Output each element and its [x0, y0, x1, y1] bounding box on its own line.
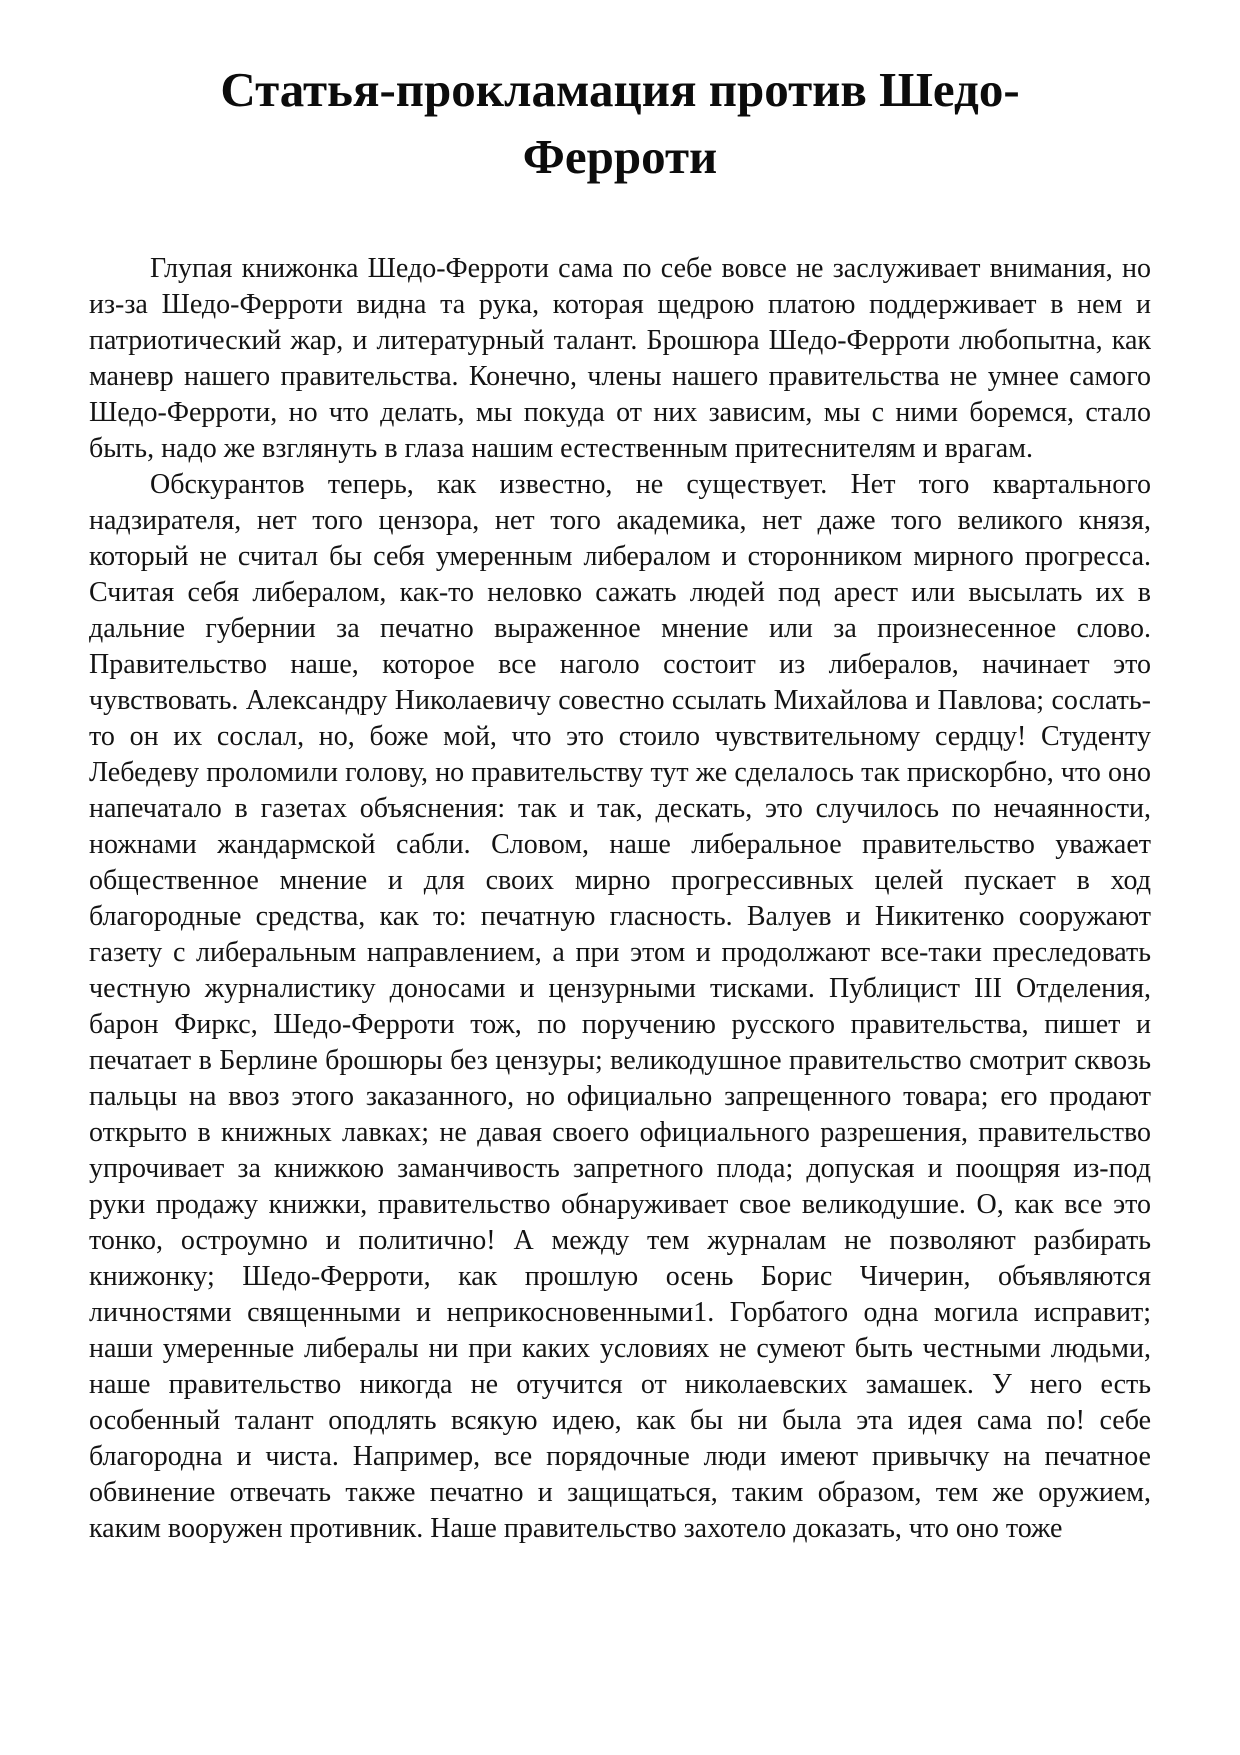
title-line-1: Статья-прокламация против Шедо-	[220, 62, 1020, 117]
paragraph-1: Глупая книжонка Шедо-Ферроти сама по себе вовсе не заслуживает внимания, но из-за Шедо-Ферроти видна та рука, которая щедрою платою поддерживает в нем и патриотический жар, и литературный талант. Брошюра Шедо-Ферроти любопытна, как маневр нашего правительства. Конечно, члены нашего правительства не умнее самого Шедо-Ферроти, но что делать, мы покуда от них зависим, мы с ними боремся, стало быть, надо же взглянуть в глаза нашим естественным притеснителям и врагам.	[89, 253, 1151, 464]
paragraph-2: Обскурантов теперь, как известно, не существует. Нет того квартального надзирателя, нет того цензора, нет того академика, нет даже того великого князя, который не считал бы себя умеренным либералом и сторонником мирного прогресса. Считая себя либералом, как-то неловко сажать людей под арест или высылать их в дальние губернии за печатно выраженное мнение или за произнесенное слово. Правительство наше, которое все наголо состоит из либералов, начинает это чувствовать. Александру Николаевичу совестно ссылать Михайлова и Павлова; сослать-то он их сослал, но, боже мой, что это стоило чувствительному сердцу! Студенту Лебедеву проломили голову, но правительству тут же сделалось так прискорбно, что оно напечатало в газетах объяснения: так и так, дескать, это случилось по нечаянности, ножнами жандармской сабли. Словом, наше либеральное правительство уважает общественное мнение и для своих мирно прогрессивных целей пускает в ход благородные средства, как то: печатную гласность. Валуев и Никитенко сооружают газету с либеральным направлением, а при этом и продолжают все-таки преследовать честную журналистику доносами и цензурными тисками. Публицист III Отделения, барон Фиркс, Шедо-Ферроти тож, по поручению русского правительства, пишет и печатает в Берлине брошюры без цензуры; великодушное правительство смотрит сквозь пальцы на ввоз этого заказанного, но официально запрещенного товара; его продают открыто в книжных лавках; не давая своего официального разрешения, правительство упрочивает за книжкою заманчивость запретного плода; допуская и поощряя из-под руки продажу книжки, правительство обнаруживает свое великодушие. О, как все это тонко, остроумно и политично! А между тем журналам не позволяют разбирать книжонку; Шедо-Ферроти, как прошлую осень Борис Чичерин, объявляются личностями священными и неприкосновенными1. Горбатого одна могила исправит; наши умеренные либералы ни при каких условиях не сумеют быть честными людьми, наше правительство никогда не отучится от николаевских замашек. У него есть особенный талант оподлять всякую идею, как бы ни была эта идея сама по! себе благородна и чиста. Например, все порядочные люди имеют привычку на печатное обвинение отвечать также печатно и защищаться, таким образом, тем же оружием, каким вооружен противник. Наше правительство захотело доказать, что оно тоже	[89, 469, 1151, 1544]
page-title	[150, 56, 1090, 190]
article-body	[89, 251, 1151, 1547]
title-line-2: Ферроти	[522, 129, 718, 184]
